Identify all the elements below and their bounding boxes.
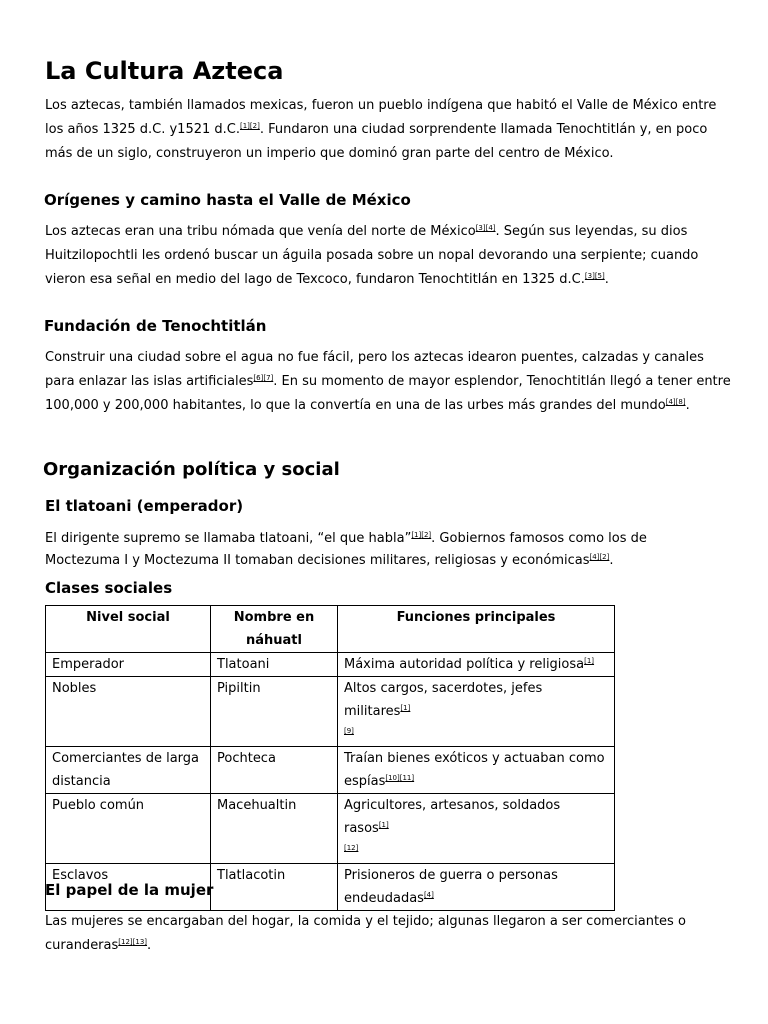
citation-link[interactable]: [1]: [378, 821, 389, 829]
intro-text: Los aztecas, también llamados mexicas, fueron un pueblo indígena que habitó el Valle de México entre los años 1325 d.C. y1521 d.C.: [45, 98, 717, 137]
citation-link[interactable]: [2]: [599, 553, 610, 561]
citation-link[interactable]: [8]: [675, 398, 686, 406]
table-cell: [338, 677, 615, 747]
citation-link[interactable]: [4]: [423, 891, 434, 899]
fundacion-text: . En su momento de mayor esplendor, Tenochtitlán llegó a tener entre 100,000 y 200,000 habitantes, lo que la convertía en una de las urbes más grandes del mundo: [45, 374, 731, 413]
section-heading-origenes: Orígenes y camino hasta el Valle de México: [44, 191, 411, 209]
table-row: [46, 677, 615, 747]
citation-link[interactable]: [9]: [344, 727, 354, 735]
cell-text: Prisioneros de guerra o personas endeudadas: [344, 868, 558, 906]
table-header-row: [46, 606, 615, 653]
table-cell: Pipiltin: [211, 677, 338, 747]
citation-link[interactable]: [4]: [665, 398, 676, 406]
citation-link[interactable]: [6]: [253, 374, 264, 382]
column-header: Nombre en náhuatl: [211, 606, 338, 653]
social-classes-table: [45, 605, 615, 911]
table-cell: Pochteca: [211, 747, 338, 794]
citation-link[interactable]: [11]: [399, 774, 415, 782]
citation-link[interactable]: [3]: [475, 224, 486, 232]
citation-link[interactable]: [2]: [249, 122, 260, 130]
tlatoani-text: . Gobiernos famosos como los de Moctezuma I y Moctezuma II tomaban decisiones militares, religiosas y económicas: [45, 531, 647, 568]
table-cell: Tlatlacotin: [211, 864, 338, 911]
section-heading-organizacion: Organización política y social: [43, 459, 340, 480]
fundacion-paragraph: [45, 346, 735, 418]
tlatoani-text: .: [609, 553, 614, 568]
table-cell: Comerciantes de larga distancia: [46, 747, 211, 794]
table-row: [46, 653, 615, 677]
mujer-text: .: [147, 938, 152, 953]
citation-link[interactable]: [12]: [118, 938, 133, 946]
citation-link[interactable]: [1]: [584, 657, 595, 665]
origenes-text: . Según sus leyendas, su dios Huitzilopochtli les ordenó buscar un águila posada sobre un nopal devorando una serpiente; cuando vieron esa señal en medio del lago de Texcoco, fundaron Tenochtitlán en 1325 d.C.: [45, 224, 699, 287]
citation-link[interactable]: [1]: [400, 704, 411, 712]
cell-text: Máxima autoridad política y religiosa: [344, 657, 585, 672]
citation-link[interactable]: [13]: [132, 938, 148, 946]
fundacion-text: Construir una ciudad sobre el agua no fue fácil, pero los aztecas idearon puentes, calzadas y canales para enlazar las islas artificiales: [45, 350, 704, 389]
citation-link[interactable]: [1]: [239, 122, 250, 130]
table-cell: [338, 653, 615, 677]
citation-link[interactable]: [12]: [344, 844, 359, 852]
table-cell: Pueblo común: [46, 794, 211, 864]
column-header: Nivel social: [46, 606, 211, 653]
table-cell: Esclavos: [46, 864, 211, 911]
citation-link[interactable]: [10]: [385, 774, 400, 782]
section-heading-mujer: El papel de la mujer: [45, 881, 214, 899]
table-cell: Nobles: [46, 677, 211, 747]
table-cell: [338, 794, 615, 864]
origenes-paragraph: [45, 220, 725, 292]
table-cell: [338, 864, 615, 911]
mujer-paragraph: [45, 910, 725, 958]
origenes-text: Los aztecas eran una tribu nómada que venía del norte de México: [45, 224, 476, 239]
citation-link[interactable]: [5]: [594, 272, 605, 280]
section-heading-fundacion: Fundación de Tenochtitlán: [44, 317, 267, 335]
cell-text: Altos cargos, sacerdotes, jefes militares: [344, 681, 543, 719]
intro-paragraph: [45, 94, 725, 166]
section-heading-tlatoani: El tlatoani (emperador): [45, 497, 244, 515]
column-header: Funciones principales: [338, 606, 615, 653]
intro-text: . Fundaron una ciudad sorprendente llamada Tenochtitlán y, en poco más de un siglo, construyeron un imperio que dominó gran parte del centro de México.: [45, 122, 708, 161]
fundacion-text: .: [685, 398, 690, 413]
section-heading-clases: Clases sociales: [45, 579, 173, 597]
mujer-text: Las mujeres se encargaban del hogar, la comida y el tejido; algunas llegaron a ser comerciantes o curanderas: [45, 914, 686, 953]
table-cell: [338, 747, 615, 794]
citation-link[interactable]: [7]: [263, 374, 274, 382]
citation-link[interactable]: [4]: [589, 553, 600, 561]
page-title: La Cultura Azteca: [45, 57, 284, 85]
table-cell: Macehualtin: [211, 794, 338, 864]
tlatoani-paragraph: [45, 528, 725, 572]
origenes-text: .: [604, 272, 609, 287]
citation-link[interactable]: [4]: [485, 224, 496, 232]
table-cell: Tlatoani: [211, 653, 338, 677]
table-cell: Emperador: [46, 653, 211, 677]
table-row: [46, 794, 615, 864]
cell-text: Traían bienes exóticos y actuaban como espías: [344, 751, 605, 789]
citation-link[interactable]: [1]: [411, 531, 422, 539]
cell-text: Agricultores, artesanos, soldados rasos: [344, 798, 561, 836]
tlatoani-text: El dirigente supremo se llamaba tlatoani, “el que habla”: [45, 531, 412, 546]
table-row: [46, 747, 615, 794]
citation-link[interactable]: [3]: [584, 272, 595, 280]
citation-link[interactable]: [2]: [421, 531, 432, 539]
